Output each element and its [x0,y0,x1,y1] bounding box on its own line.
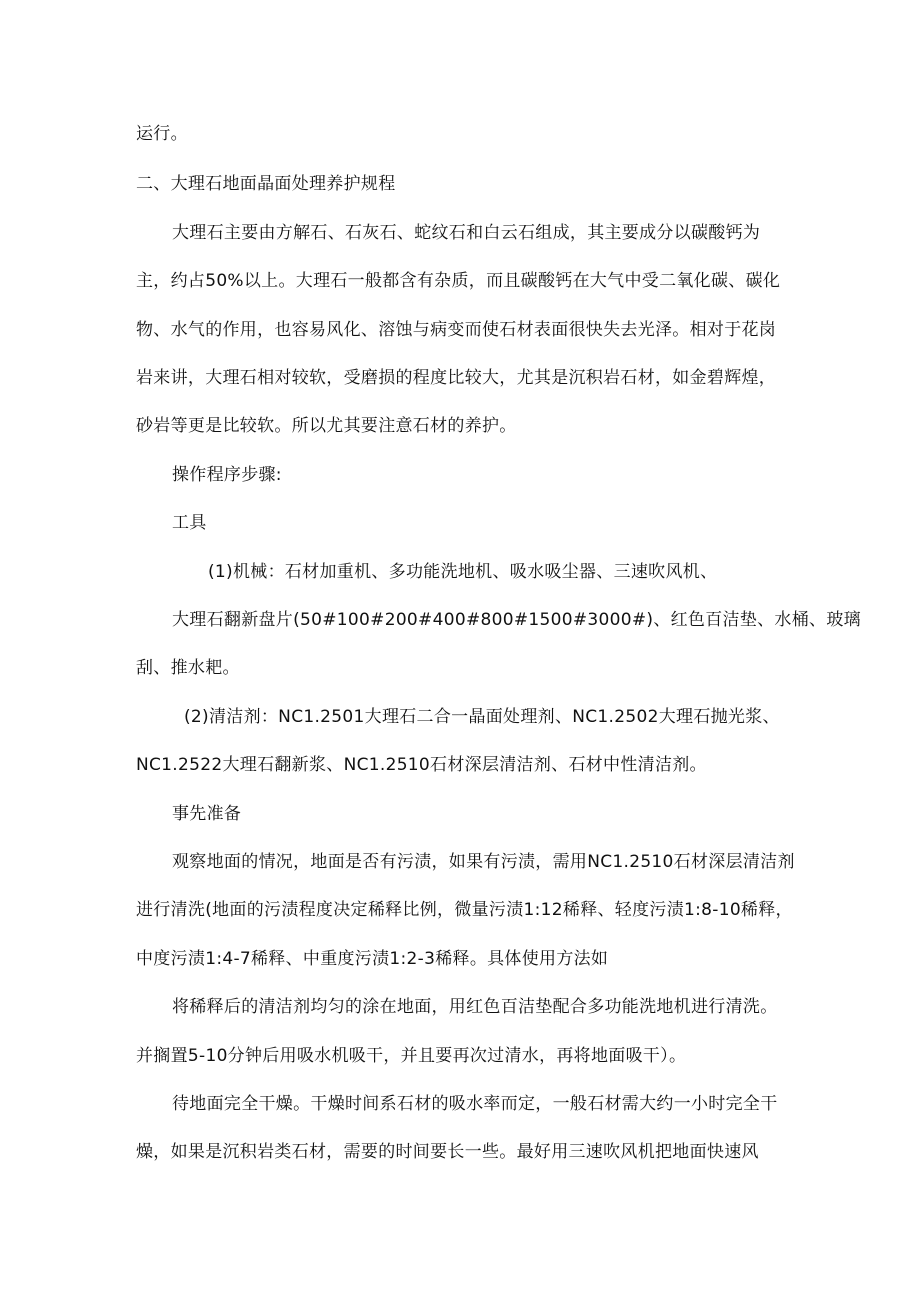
subheading: 事先准备 [172,804,242,824]
list-item-continuation: 刮、推水耙。 [136,658,240,678]
list-item-continuation: NC1.2522大理石翻新浆、NC1.2510石材深层清洁剂、石材中性清洁剂。 [136,755,707,775]
paragraph-line: 并搁置5-10分钟后用吸水机吸干，并且要再次过清水，再将地面吸干）。 [136,1046,687,1066]
list-item: (2)清洁剂：NC1.2501大理石二合一晶面处理剂、NC1.2502大理石抛光浆、 [184,707,780,727]
paragraph-line: 中度污渍1:4-7稀释、中重度污渍1:2-3稀释。具体使用方法如 [136,949,609,969]
list-item: (1)机械：石材加重机、多功能洗地机、吸水吸尘器、三速吹风机、 [208,562,718,582]
paragraph-line: 观察地面的情况，地面是否有污渍，如果有污渍，需用NC1.2510石材深层清洁剂 [172,852,795,872]
subheading: 工具 [172,513,207,533]
paragraph-line: 进行清洗(地面的污渍程度决定稀释比例，微量污渍1:12稀释、轻度污渍1:8-10稀释， [136,900,793,920]
subheading: 操作程序步骤: [172,465,282,485]
paragraph-line: 砂岩等更是比较软。所以尤其要注意石材的养护。 [136,416,517,436]
paragraph-line: 将稀释后的清洁剂均匀的涂在地面，用红色百洁垫配合多功能洗地机进行清洗。 [172,997,778,1017]
paragraph-line: 岩来讲，大理石相对较软，受磨损的程度比较大，尤其是沉积岩石材，如金碧辉煌， [136,368,777,388]
section-heading: 二、大理石地面晶面处理养护规程 [136,174,396,194]
text-line: 运行。 [136,124,188,144]
list-item-continuation: 大理石翻新盘片(50#100#200#400#800#1500#3000#)、红色百洁垫、水桶、玻璃 [172,610,861,630]
paragraph-line: 待地面完全干燥。干燥时间系石材的吸水率而定，一般石材需大约一小时完全干 [172,1094,778,1114]
paragraph-line: 主，约占50%以上。大理石一般都含有杂质，而且碳酸钙在大气中受二氧化碳、碳化 [136,271,781,291]
paragraph-line: 大理石主要由方解石、石灰石、蛇纹石和白云石组成，其主要成分以碳酸钙为 [172,223,761,243]
paragraph-line: 燥，如果是沉积岩类石材，需要的时间要长一些。最好用三速吹风机把地面快速风 [136,1142,759,1162]
paragraph-line: 物、水气的作用，也容易风化、溶蚀与病变而使石材表面很快失去光泽。相对于花岗 [136,320,777,340]
